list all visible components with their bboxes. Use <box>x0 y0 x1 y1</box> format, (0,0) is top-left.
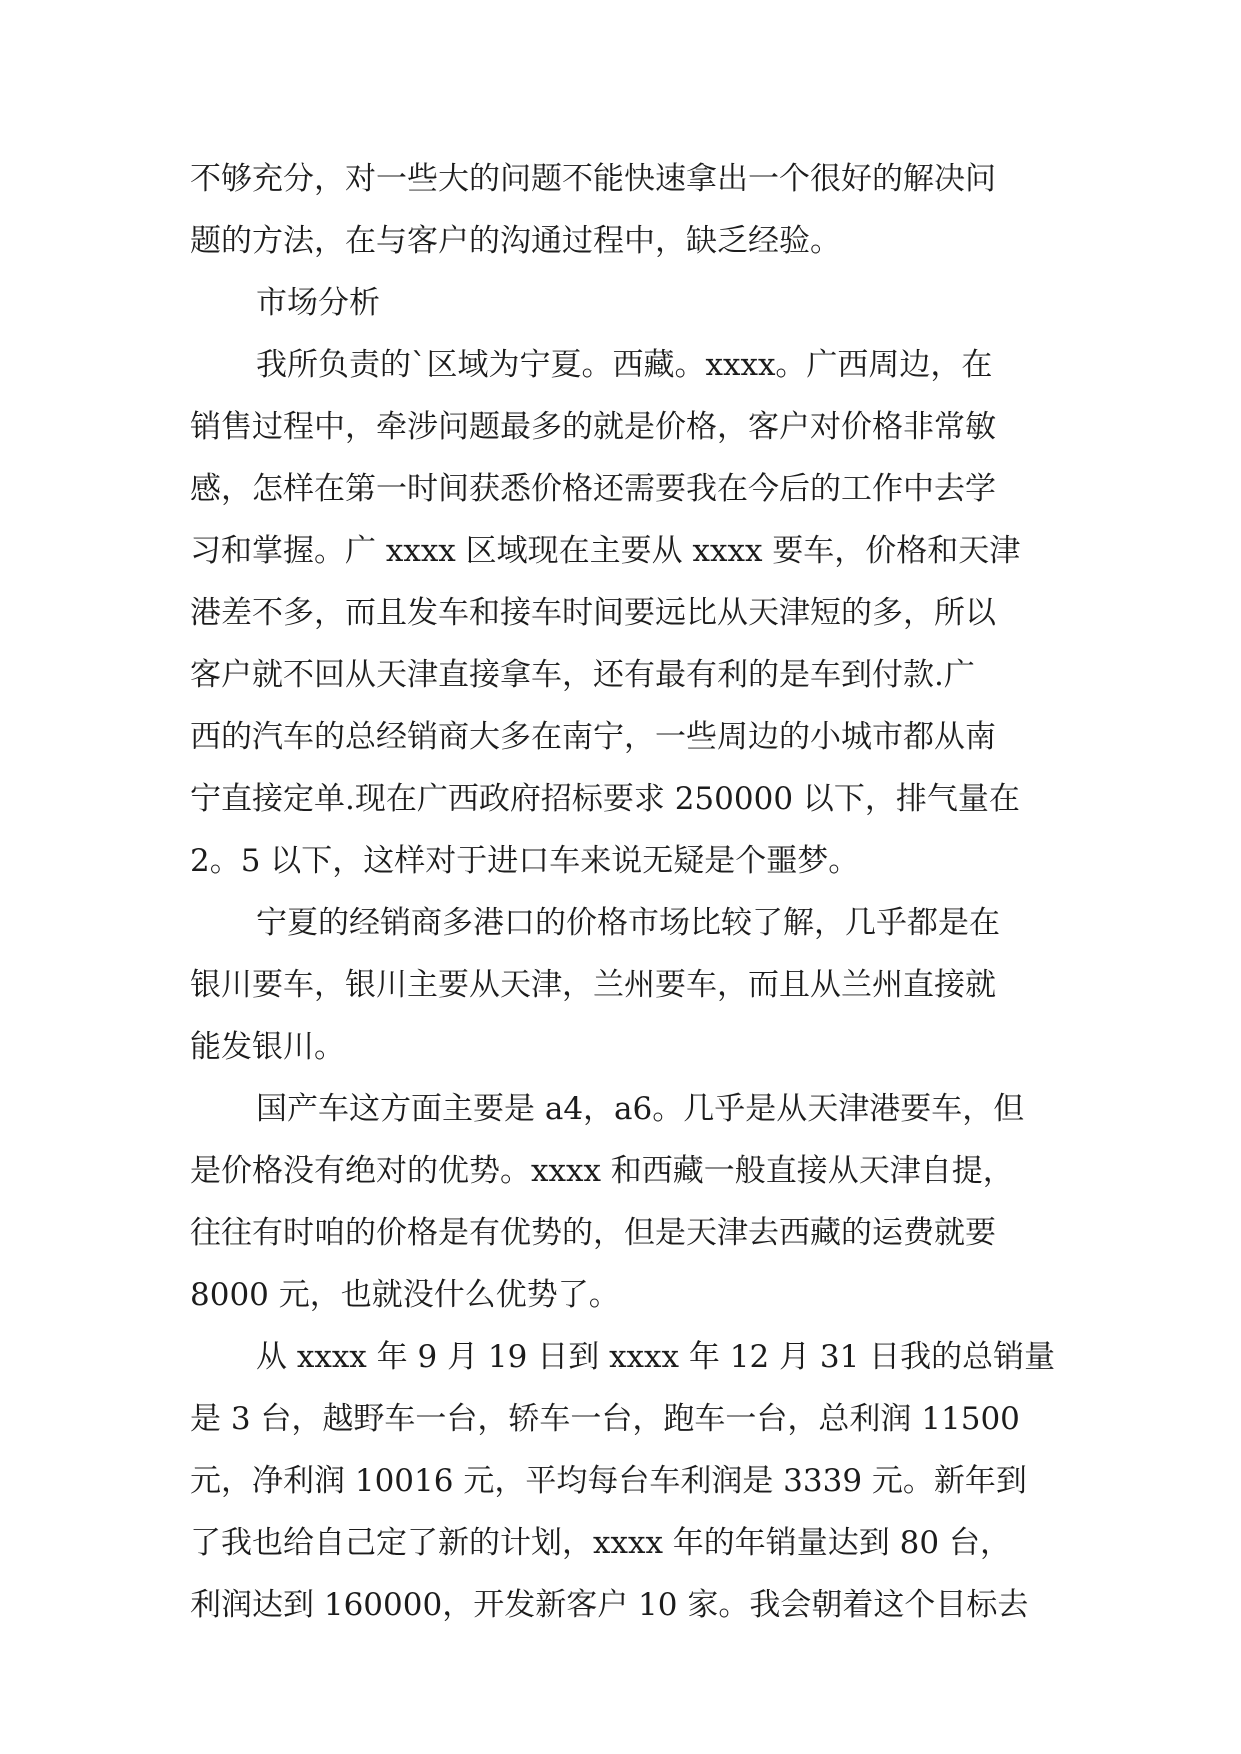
text-line: 西的汽车的总经销商大多在南宁，一些周边的小城市都从南 <box>190 719 996 755</box>
text-line: 能发银川。 <box>190 1029 345 1065</box>
text-line: 客户就不回从天津直接拿车，还有最有利的是车到付款.广 <box>190 657 975 693</box>
text-line: 国产车这方面主要是 a4，a6。几乎是从天津港要车，但 <box>256 1091 1025 1127</box>
text-line: 宁夏的经销商多港口的价格市场比较了解，几乎都是在 <box>256 905 1000 941</box>
text-line: 宁直接定单.现在广西政府招标要求 250000 以下，排气量在 <box>190 781 1020 817</box>
text-line: 从 xxxx 年 9 月 19 日到 xxxx 年 12 月 31 日我的总销量 <box>256 1339 1056 1375</box>
text-line: 银川要车，银川主要从天津，兰州要车，而且从兰州直接就 <box>190 967 996 1003</box>
text-line: 感，怎样在第一时间获悉价格还需要我在今后的工作中去学 <box>190 471 996 507</box>
text-line: 不够充分，对一些大的问题不能快速拿出一个很好的解决问 <box>190 161 996 197</box>
text-line: 销售过程中，牵涉问题最多的就是价格，客户对价格非常敏 <box>190 409 996 445</box>
body-text <box>190 148 1070 1636</box>
text-line: 是 3 台，越野车一台，轿车一台，跑车一台，总利润 11500 <box>190 1401 1020 1437</box>
text-line: 元，净利润 10016 元，平均每台车利润是 3339 元。新年到 <box>190 1463 1027 1499</box>
text-line: 了我也给自己定了新的计划，xxxx 年的年销量达到 80 台， <box>190 1525 1011 1561</box>
text-line: 8000 元，也就没什么优势了。 <box>190 1277 620 1313</box>
text-line: 往往有时咱的价格是有优势的，但是天津去西藏的运费就要 <box>190 1215 996 1251</box>
text-line: 2。5 以下，这样对于进口车来说无疑是个噩梦。 <box>190 843 860 879</box>
text-line: 题的方法，在与客户的沟通过程中，缺乏经验。 <box>190 223 841 259</box>
text-line: 港差不多，而且发车和接车时间要远比从天津短的多，所以 <box>190 595 996 631</box>
text-line: 是价格没有绝对的优势。xxxx 和西藏一般直接从天津自提， <box>190 1153 1014 1189</box>
text-line: 利润达到 160000，开发新客户 10 家。我会朝着这个目标去 <box>190 1587 1029 1623</box>
text-line: 我所负责的`区域为宁夏。西藏。xxxx。广西周边，在 <box>256 347 993 383</box>
section-heading: 市场分析 <box>256 285 380 321</box>
text-line: 习和掌握。广 xxxx 区域现在主要从 xxxx 要车，价格和天津 <box>190 533 1021 569</box>
